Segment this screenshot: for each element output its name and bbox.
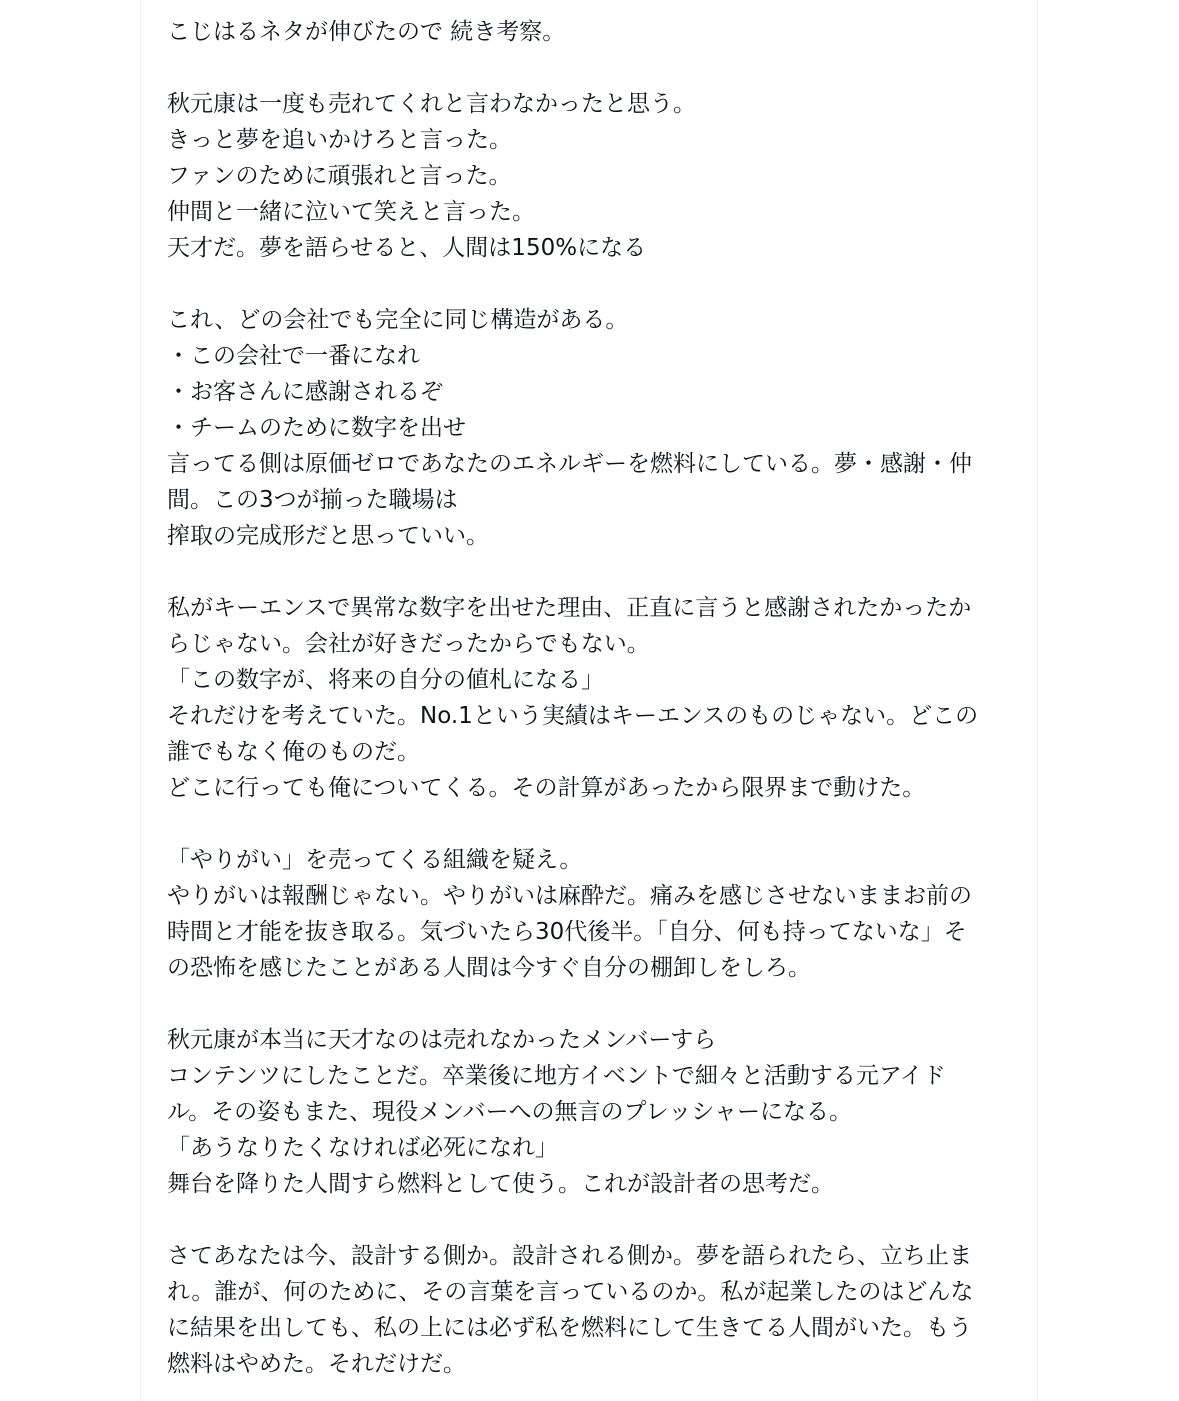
text-line: ・チームのために数字を出せ xyxy=(167,415,466,441)
text-line: 搾取の完成形だと思っていい。 xyxy=(167,523,489,549)
paragraph-gap xyxy=(167,554,1013,590)
text-line: に結果を出しても、私の上には必ず私を燃料にして生きてる人間がいた。もう xyxy=(167,1315,972,1341)
text-line: ル。その姿もまた、現役メンバーへの無言のプレッシャーになる。 xyxy=(167,1099,852,1125)
paragraph-gap xyxy=(167,1202,1013,1238)
text-line: ファンのために頑張れと言った。 xyxy=(167,163,512,189)
text-line: 舞台を降りた人間すら燃料として使う。これが設計者の思考だ。 xyxy=(167,1171,834,1197)
text-line: れ。誰が、何のために、その言葉を言っているのか。私が起業したのはどんな xyxy=(167,1279,974,1305)
paragraph xyxy=(167,14,1013,50)
paragraph xyxy=(167,1022,1013,1202)
text-line: こじはるネタが伸びたので 続き考察。 xyxy=(167,19,566,45)
text-line: 天才だ。夢を語らせると、人間は150%になる xyxy=(167,235,647,261)
text-line: 「やりがい」を売ってくる組織を疑え。 xyxy=(167,847,583,873)
post-card xyxy=(140,0,1038,1401)
paragraph xyxy=(167,1238,1013,1382)
text-line: 仲間と一緒に泣いて笑えと言った。 xyxy=(167,199,535,225)
text-line: さてあなたは今、設計する側か。設計される側か。夢を語られたら、立ち止ま xyxy=(167,1243,972,1269)
text-line: の恐怖を感じたことがある人間は今すぐ自分の棚卸しをしろ。 xyxy=(167,955,811,981)
text-line: 私がキーエンスで異常な数字を出せた理由、正直に言うと感謝されたかったか xyxy=(167,595,972,621)
text-line: 言ってる側は原価ゼロであなたのエネルギーを燃料にしている。夢・感謝・仲 xyxy=(167,451,972,477)
paragraph-gap xyxy=(167,806,1013,842)
text-line: 「あうなりたくなければ必死になれ」 xyxy=(167,1135,558,1161)
text-line: ・お客さんに感謝されるぞ xyxy=(167,379,443,405)
text-line: やりがいは報酬じゃない。やりがいは麻酔だ。痛みを感じさせないままお前の xyxy=(167,883,972,909)
text-line: 燃料はやめた。それだけだ。 xyxy=(167,1351,466,1377)
text-line: 間。この3つが揃った職場は xyxy=(167,487,458,513)
text-line: 秋元康は一度も売れてくれと言わなかったと思う。 xyxy=(167,91,696,117)
text-line: 誰でもなく俺のものだ。 xyxy=(167,739,420,765)
paragraph xyxy=(167,86,1013,266)
paragraph-gap xyxy=(167,266,1013,302)
post-text xyxy=(167,14,1013,1382)
text-line: 「この数字が、将来の自分の値札になる」 xyxy=(167,667,604,693)
text-line: それだけを考えていた。No.1という実績はキーエンスのものじゃない。どこの xyxy=(167,703,979,729)
text-line: 時間と才能を抜き取る。気づいたら30代後半。「自分、何も持ってないな」そ xyxy=(167,919,967,945)
text-line: コンテンツにしたことだ。卒業後に地方イベントで細々と活動する元アイド xyxy=(167,1063,946,1089)
text-line: らじゃない。会社が好きだったからでもない。 xyxy=(167,631,650,657)
paragraph xyxy=(167,302,1013,554)
paragraph xyxy=(167,842,1013,986)
paragraph-gap xyxy=(167,986,1013,1022)
text-line: これ、どの会社でも完全に同じ構造がある。 xyxy=(167,307,629,333)
paragraph xyxy=(167,590,1013,806)
paragraph-gap xyxy=(167,50,1013,86)
text-line: 秋元康が本当に天才なのは売れなかったメンバーすら xyxy=(167,1027,717,1053)
text-line: ・この会社で一番になれ xyxy=(167,343,420,369)
text-line: きっと夢を追いかけろと言った。 xyxy=(167,127,512,153)
text-line: どこに行っても俺についてくる。その計算があったから限界まで動けた。 xyxy=(167,775,926,801)
